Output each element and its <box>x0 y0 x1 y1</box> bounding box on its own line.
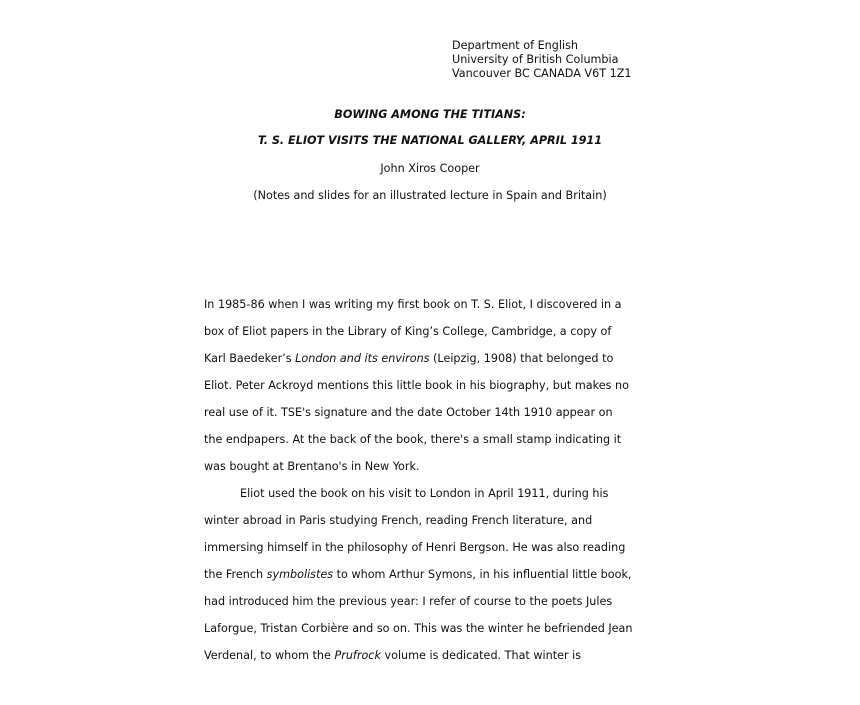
paragraph-line: Laforgue, Tristan Corbière and so on. This was the winter he befriended Jean <box>204 622 633 635</box>
book-title-italic: Prufrock <box>334 649 381 662</box>
address-line-university: University of British Columbia <box>452 53 619 66</box>
text-run: (Leipzig, 1908) that belonged to <box>429 352 614 365</box>
text-run: the French <box>204 568 267 581</box>
paragraph-line: immersing himself in the philosophy of Henri Bergson. He was also reading <box>204 541 626 554</box>
paragraph-line: box of Eliot papers in the Library of King’s College, Cambridge, a copy of <box>204 325 612 338</box>
address-line-department: Department of English <box>452 39 578 52</box>
text-run: Verdenal, to whom the <box>204 649 335 662</box>
address-line-city: Vancouver BC CANADA V6T 1Z1 <box>452 67 632 80</box>
author-name: John Xiros Cooper <box>380 162 480 175</box>
term-italic: symbolistes <box>266 568 334 581</box>
text-run: Karl Baedeker’s <box>204 352 296 365</box>
paragraph-line <box>204 345 674 372</box>
paragraph-line: In 1985-86 when I was writing my first book on T. S. Eliot, I discovered in a <box>204 298 622 311</box>
paragraph-line <box>204 642 674 669</box>
paragraph-line: was bought at Brentano's in New York. <box>204 460 420 473</box>
body-text <box>204 291 674 669</box>
paragraph-line <box>204 561 674 588</box>
paragraph-line: winter abroad in Paris studying French, reading French literature, and <box>204 514 593 527</box>
text-run: volume is dedicated. That winter is <box>380 649 582 662</box>
paragraph-line: had introduced him the previous year: I refer of course to the poets Jules <box>204 595 613 608</box>
sender-address <box>452 39 632 81</box>
text-run: to whom Arthur Symons, in his influential little book, <box>333 568 632 581</box>
paragraph-line: Eliot. Peter Ackroyd mentions this little book in his biography, but makes no <box>204 379 629 392</box>
paragraph-line: the endpapers. At the back of the book, there's a small stamp indicating it <box>204 433 622 446</box>
paragraph-line: real use of it. TSE's signature and the date October 14th 1910 appear on <box>204 406 613 419</box>
document-title: BOWING AMONG THE TITIANS: <box>334 108 526 121</box>
lecture-note: (Notes and slides for an illustrated lecture in Spain and Britain) <box>253 189 607 202</box>
document-subtitle: T. S. ELIOT VISITS THE NATIONAL GALLERY, APRIL 1911 <box>257 134 602 147</box>
book-title-italic: London and its environs <box>295 352 430 365</box>
paragraph-line: Eliot used the book on his visit to London in April 1911, during his <box>240 487 609 500</box>
